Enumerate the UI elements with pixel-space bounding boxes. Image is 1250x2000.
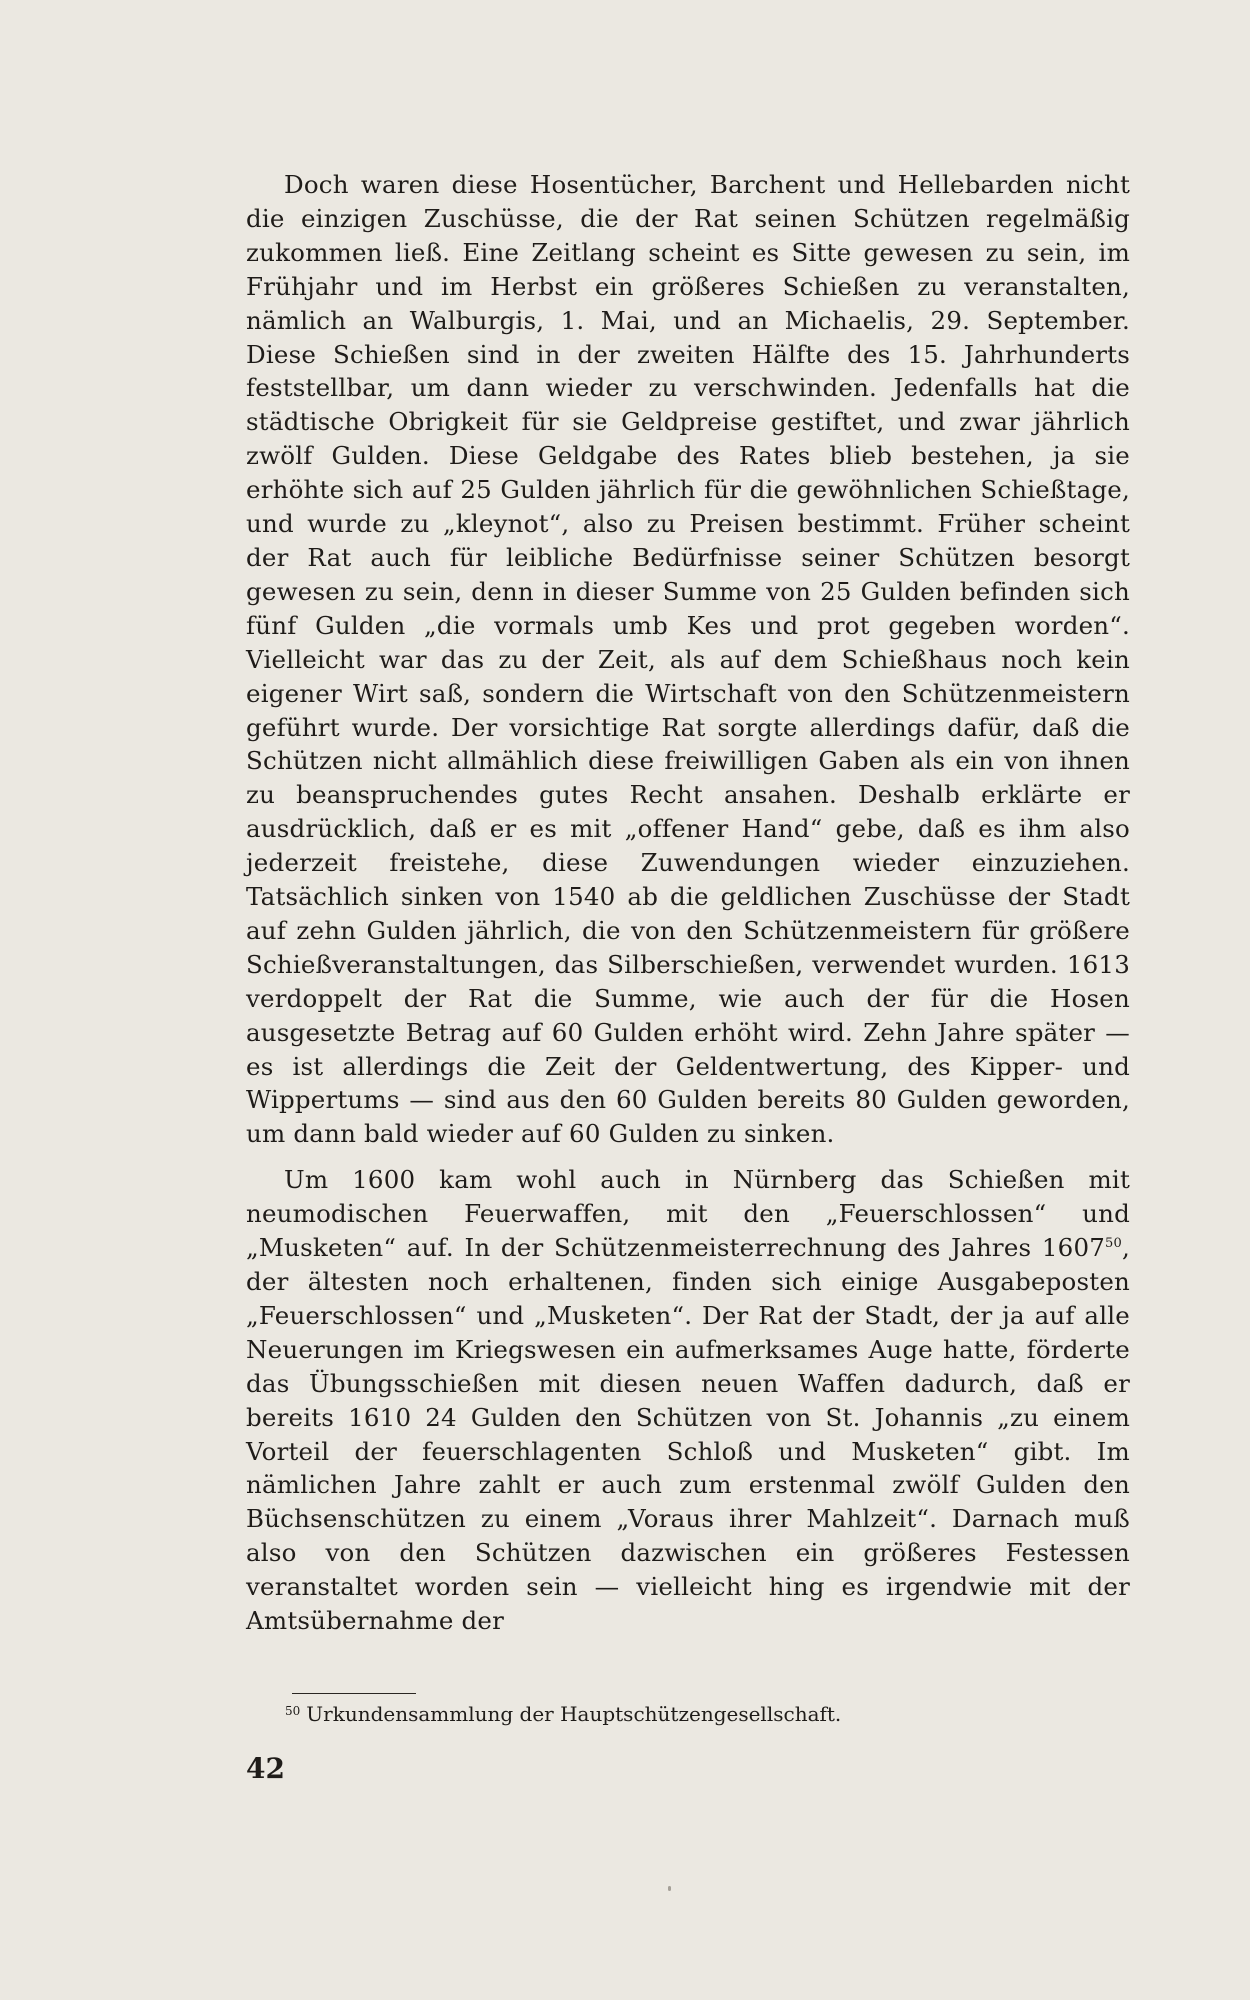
footnote xyxy=(285,1698,1105,1730)
page-number: 42 xyxy=(246,1752,285,1785)
paragraph-2-part-1: Um 1600 kam wohl auch in Nürnberg das Schießen mit neumodischen Feuerwaffen, mit den „Feuerschlossen“ und „Musketen“ auf. In der Schützenmeisterrechnung des Jahres 1607 xyxy=(246,1165,1130,1263)
footnote-text: Urkundensammlung der Hauptschützengesellschaft. xyxy=(306,1702,842,1726)
paragraph-1: Doch waren diese Hosentücher, Barchent und Hellebarden nicht die einzigen Zuschüsse, die der Rat seinen Schützen regelmäßig zukommen ließ. Eine Zeitlang scheint es Sitte gewesen zu sein, im Frühjahr und im Herbst ein größeres Schießen zu veranstalten, nämlich an Walburgis, 1. Mai, und an Michaelis, 29. September. Diese Schießen sind in der zweiten Hälfte des 15. Jahrhunderts feststellbar, um dann wieder zu verschwinden. Jedenfalls hat die städtische Obrigkeit für sie Geldpreise gestiftet, und zwar jährlich zwölf Gulden. Diese Geldgabe des Rates blieb bestehen, ja sie erhöhte sich auf 25 Gulden jährlich für die gewöhnlichen Schießtage, und wurde zu „kleynot“, also zu Preisen bestimmt. Früher scheint der Rat auch für leibliche Bedürfnisse seiner Schützen besorgt gewesen zu sein, denn in dieser Summe von 25 Gulden befinden sich fünf Gulden „die vormals umb Kes und prot gegeben worden“. Vielleicht war das zu der Zeit, als auf dem Schießhaus noch kein eigener Wirt saß, sondern die Wirtschaft von den Schützenmeistern geführt wurde. Der vorsichtige Rat sorgte allerdings dafür, daß die Schützen nicht allmählich diese freiwilligen Gaben als ein von ihnen zu beanspruchendes gutes Recht ansahen. Deshalb erklärte er ausdrücklich, daß er es mit „offener Hand“ gebe, daß es ihm also jederzeit freistehe, diese Zuwendungen wieder einzuziehen. Tatsächlich sinken von 1540 ab die geldlichen Zuschüsse der Stadt auf zehn Gulden jährlich, die von den Schützenmeistern für größere Schießveranstaltungen, das Silberschießen, verwendet wurden. 1613 verdoppelt der Rat die Summe, wie auch der für die Hosen ausgesetzte Betrag auf 60 Gulden erhöht wird. Zehn Jahre später — es ist allerdings die Zeit der Geldentwertung, des Kipper- und Wippertums — sind aus den 60 Gulden bereits 80 Gulden geworden, um dann bald wieder auf 60 Gulden zu sinken. xyxy=(246,170,1130,1149)
footnote-mark: 50 xyxy=(285,1704,301,1718)
body-text xyxy=(246,168,1130,1638)
footnote-divider xyxy=(292,1693,416,1694)
footnote-reference: 50 xyxy=(1105,1236,1122,1252)
paragraph-2-part-2: , der ältesten noch erhaltenen, finden sich einige Ausgabeposten „Feuerschlossen“ und „Musketen“. Der Rat der Stadt, der ja auf alle Neuerungen im Kriegswesen ein aufmerksames Auge hatte, förderte das Übungsschießen mit diesen neuen Waffen dadurch, daß er bereits 1610 24 Gulden den Schützen von St. Johannis „zu einem Vorteil der feuerschlagenten Schloß und Musketen“ gibt. Im nämlichen Jahre zahlt er auch zum erstenmal zwölf Gulden den Büchsenschützen zu einem „Voraus ihrer Mahlzeit“. Darnach muß also von den Schützen dazwischen ein größeres Festessen veranstaltet worden sein — vielleicht hing es irgendwie mit der Amtsübernahme der xyxy=(246,1233,1130,1636)
paragraph-2 xyxy=(246,1163,1130,1638)
paper-speck xyxy=(668,1886,671,1891)
